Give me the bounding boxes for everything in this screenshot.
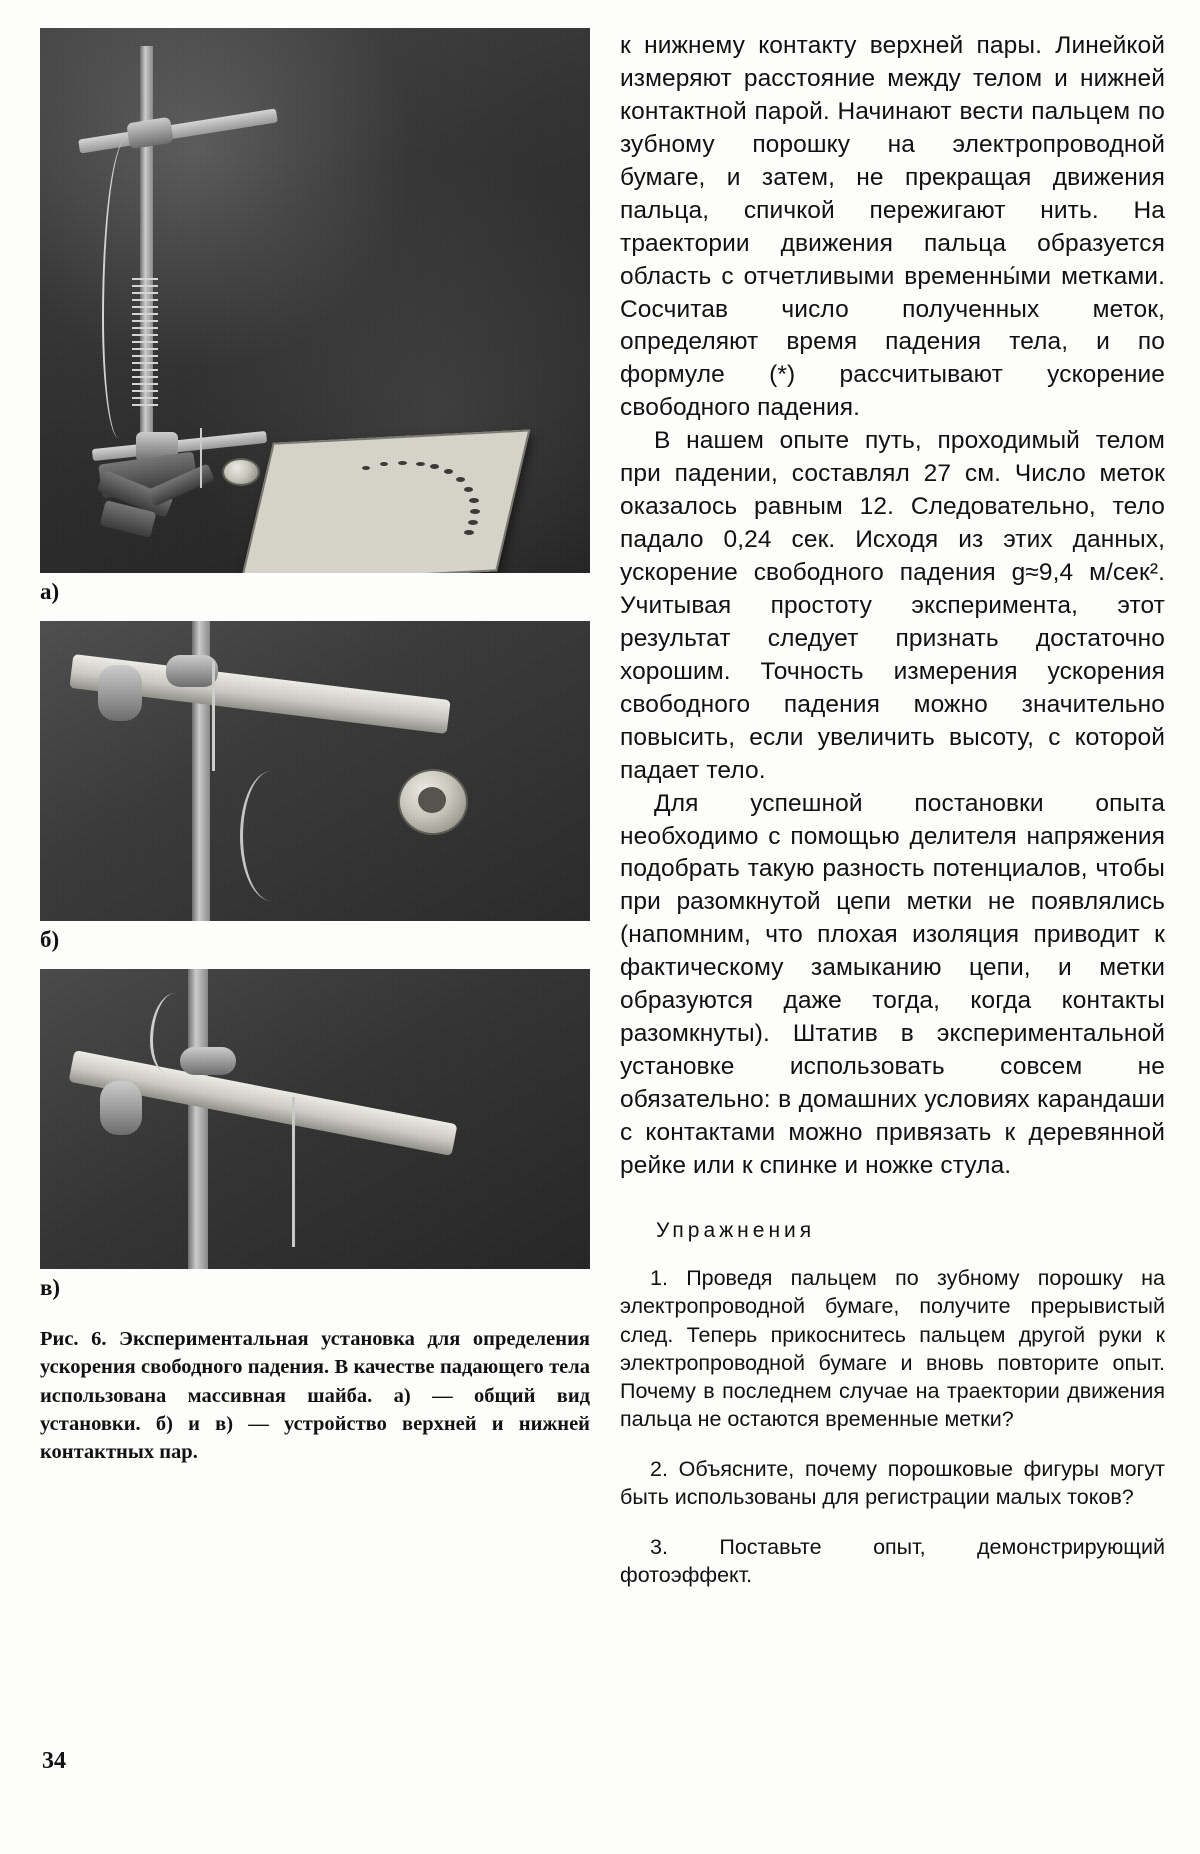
figure-a-label: а) bbox=[40, 579, 60, 604]
figure-b-label: б) bbox=[40, 927, 60, 952]
page-number: 34 bbox=[42, 1748, 66, 1774]
figure-c-wrapper bbox=[40, 969, 600, 1311]
figure-a-wrapper bbox=[40, 28, 600, 615]
exercise-item-3: 3. Поставьте опыт, демонстрирующий фотоэффект. bbox=[620, 1534, 1165, 1587]
left-column bbox=[40, 28, 600, 1466]
figure-caption: Рис. 6. Экспериментальная установка для определения ускорения свободного падения. В качестве падающего тела использована массивная шайба. а) — общий вид установки. б) и в) — устройство верхней и нижней контактных пар. bbox=[40, 1328, 590, 1464]
right-column bbox=[620, 30, 1165, 1610]
exercise-item-2: 2. Объясните, почему порошковые фигуры могут быть использованы для регистрации малых токов? bbox=[620, 1456, 1165, 1509]
exercises-heading: Упражнения bbox=[656, 1218, 816, 1242]
photo-upper-contact-pair bbox=[40, 621, 590, 921]
exercise-item-1: 1. Проведя пальцем по зубному порошку на электропроводной бумаге, получите прерывистый след. Теперь прикоснитесь пальцем другой руки к электропроводной бумаге и вновь повторите опыт. Почему в последнем случае на траектории движения пальца не остаются временные метки? bbox=[620, 1266, 1165, 1432]
photo-lower-contact-pair bbox=[40, 969, 590, 1269]
photo-grain bbox=[40, 28, 590, 573]
figure-b-wrapper bbox=[40, 621, 600, 963]
paragraph-2: В нашем опыте путь, проходимый телом при падении, составлял 27 см. Число меток оказалось равным 12. Следовательно, тело падало 0,24 сек. Исходя из этих данных, ускорение свободного падения g≈9,4 м/сек². Учитывая простоту эксперимента, этот результат следует признать достаточно хорошим. Точность измерения ускорения свободного падения можно значительно повысить, если увеличить высоту, с которой падает тело. bbox=[620, 427, 1165, 784]
figure-c-label: в) bbox=[40, 1275, 61, 1300]
photo-grain bbox=[40, 969, 590, 1269]
photo-grain bbox=[40, 621, 590, 921]
paragraph-1: к нижнему контакту верхней пары. Линейкой измеряют расстояние между телом и нижней контактной парой. Начинают вести пальцем по зубному порошку на электропроводной бумаге, и затем, не прекращая движения пальца, спичкой пережигают нить. На траектории движения пальца образуется область с отчетливыми временны́ми метками. Сосчитав число полученных меток, определяют время падения тела, и по формуле (*) рассчитывают ускорение свободного падения. bbox=[620, 32, 1165, 422]
photo-general-view bbox=[40, 28, 590, 573]
paragraph-3: Для успешной постановки опыта необходимо с помощью делителя напряжения подобрать такую разность потенциалов, чтобы при разомкнутой цепи метки не появлялись (напомним, что плохая изоляция приводит к фактическому замыканию цепи, и метки образуются даже тогда, когда контакты разомкнуты). Штатив в экспериментальной установке использовать совсем не обязательно: в домашних условиях карандаши с контактами можно привязать к деревянной рейке или к спинке и ножке стула. bbox=[620, 789, 1165, 1179]
